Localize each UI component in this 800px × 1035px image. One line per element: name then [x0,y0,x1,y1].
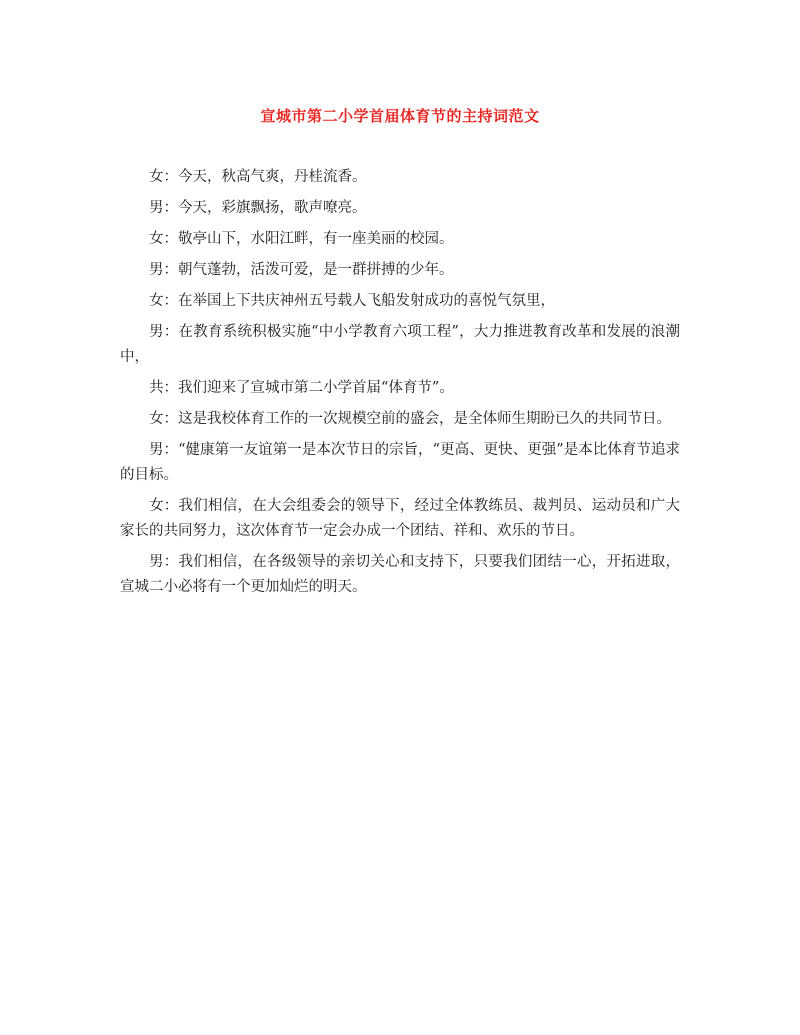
paragraph: 男：在教育系统积极实施“中小学教育六项工程”，大力推进教育改革和发展的浪潮中， [120,324,680,365]
paragraph: 女：今天，秋高气爽，丹桂流香。 [149,169,367,185]
paragraph: 男：朝气蓬勃，活泼可爱，是一群拼搏的少年。 [149,262,454,278]
paragraph: 共：我们迎来了宣城市第二小学首届“体育节”。 [149,380,454,396]
paragraph: 女：在举国上下共庆神州五号载人飞船发射成功的喜悦气氛里， [149,293,555,309]
paragraph: 男：今天，彩旗飘扬，歌声嘹亮。 [149,200,367,216]
paragraph: 女：敬亭山下，水阳江畔，有一座美丽的校园。 [149,231,454,247]
paragraph: 女：我们相信，在大会组委会的领导下，经过全体教练员、裁判员、运动员和广大家长的共同努力，这次体育节一定会办成一个团结、祥和、欢乐的节日。 [120,498,680,539]
document-body [120,165,680,606]
paragraph: 男：“健康第一友谊第一是本次节日的宗旨，“更高、更快、更强”是本比体育节追求的目标。 [120,442,680,483]
paragraph: 女：这是我校体育工作的一次规模空前的盛会，是全体师生期盼已久的共同节日。 [149,411,671,427]
paragraph: 男：我们相信，在各级领导的亲切关心和支持下，只要我们团结一心，开拓进取，宣城二小必将有一个更加灿烂的明天。 [120,554,680,595]
document-title: 宣城市第二小学首届体育节的主持词范文 [260,107,540,125]
